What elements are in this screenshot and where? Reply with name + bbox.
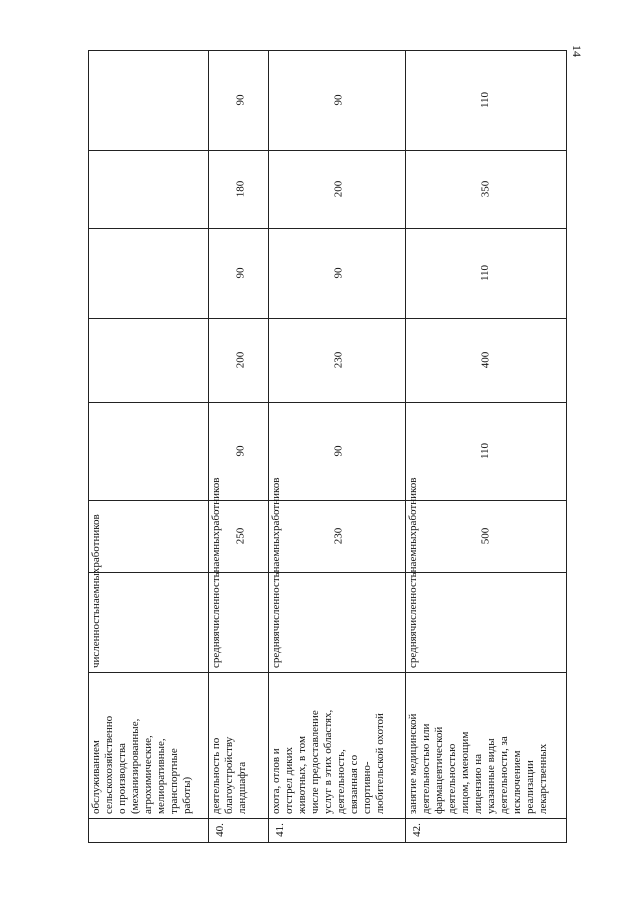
table-column-divider: [88, 500, 567, 501]
activity-line: числе предоставление: [309, 710, 321, 814]
activity-line: транспортные: [168, 748, 180, 814]
value-cell: 200: [233, 351, 246, 369]
activity-line: деятельностью: [446, 743, 458, 814]
indicator-line: работников: [407, 477, 419, 531]
activity-cell: [268, 672, 405, 818]
activity-cell: [405, 672, 566, 818]
value-cell: 90: [234, 445, 246, 457]
indicator-line: численность: [270, 572, 282, 632]
value-cell: 90: [234, 267, 246, 279]
indicator-line: наемных: [210, 530, 222, 573]
value-cell: 110: [479, 91, 492, 109]
row-number: 40.: [213, 823, 226, 837]
activity-line: лекарственных: [537, 743, 549, 814]
activity-cell: [208, 672, 268, 818]
value-cell: 400: [478, 351, 491, 369]
activity-line: работы): [181, 776, 193, 814]
activity-line: занятие медицинской: [407, 713, 419, 814]
activity-line: агрохимические,: [142, 735, 154, 814]
table-column-divider: [88, 50, 567, 51]
indicator-line: наемных: [270, 530, 282, 573]
indicator-line: средняя: [407, 631, 419, 668]
value-cell: 90: [332, 94, 344, 106]
activity-cell: [88, 672, 208, 818]
value-cell: 350: [478, 180, 491, 198]
activity-line: обслуживанием: [90, 740, 102, 814]
value-cell: 200: [331, 180, 344, 198]
table-column-divider: [88, 318, 567, 319]
activity-line: связанная со: [348, 754, 360, 814]
activity-line: лицензию на: [472, 753, 484, 814]
activity-line: фармацевтической: [433, 726, 445, 814]
value-cell: 230: [331, 527, 344, 545]
value-cell: 90: [332, 445, 344, 457]
row-number: 41.: [273, 823, 286, 837]
indicator-cell: [88, 514, 208, 672]
activity-line: любительской охотой: [374, 713, 386, 814]
indicator-line: наемных: [90, 567, 102, 610]
activity-line: лицом, имеющим: [459, 731, 471, 814]
indicator-line: наемных: [407, 530, 419, 573]
activity-line: животных, в том: [296, 736, 308, 814]
activity-line: (механизированные,: [129, 718, 141, 814]
value-cell: 250: [233, 527, 246, 545]
activity-line: деятельности, за: [498, 736, 510, 814]
activity-line: деятельностью или: [420, 723, 432, 814]
value-cell: 230: [331, 351, 344, 369]
value-cell: 180: [233, 180, 246, 198]
table-column-divider: [88, 150, 567, 151]
activity-line: деятельность по: [210, 737, 222, 814]
activity-line: охота, отлов и: [270, 748, 282, 814]
indicator-line: работников: [270, 477, 282, 531]
indicator-line: численность: [407, 572, 419, 632]
indicator-line: средняя: [210, 631, 222, 668]
table-column-divider: [88, 818, 567, 819]
row-number: 42.: [410, 823, 423, 837]
activity-line: исключением: [511, 750, 523, 814]
activity-line: благоустройству: [223, 736, 235, 814]
value-cell: 110: [479, 442, 492, 460]
activity-line: указанные виды: [485, 738, 497, 814]
indicator-line: средняя: [270, 631, 282, 668]
activity-line: реализации: [524, 760, 536, 814]
table-column-divider: [88, 228, 567, 229]
indicator-line: работников: [210, 477, 222, 531]
value-cell: 110: [479, 264, 492, 282]
activity-line: сельскохозяйственно: [103, 715, 115, 814]
table-column-divider: [88, 842, 567, 843]
indicator-line: численность: [90, 609, 102, 668]
activity-line: мелиоративные,: [155, 738, 167, 814]
activity-line: отстрел диких: [283, 747, 295, 814]
indicator-line: численность: [210, 572, 222, 632]
activity-line: услуг в этих областях,: [322, 709, 334, 814]
table-row-divider: [566, 50, 567, 842]
indicator-line: работников: [90, 514, 102, 568]
value-cell: 90: [332, 267, 344, 279]
activity-line: спортивно-: [361, 761, 373, 814]
value-cell: 90: [234, 94, 246, 106]
activity-line: ландшафта: [236, 761, 248, 814]
activity-line: о производства: [116, 743, 128, 814]
page-number: 14: [570, 45, 585, 57]
activity-line: деятельность,: [335, 749, 347, 814]
value-cell: 500: [478, 527, 491, 545]
table-column-divider: [88, 402, 567, 403]
